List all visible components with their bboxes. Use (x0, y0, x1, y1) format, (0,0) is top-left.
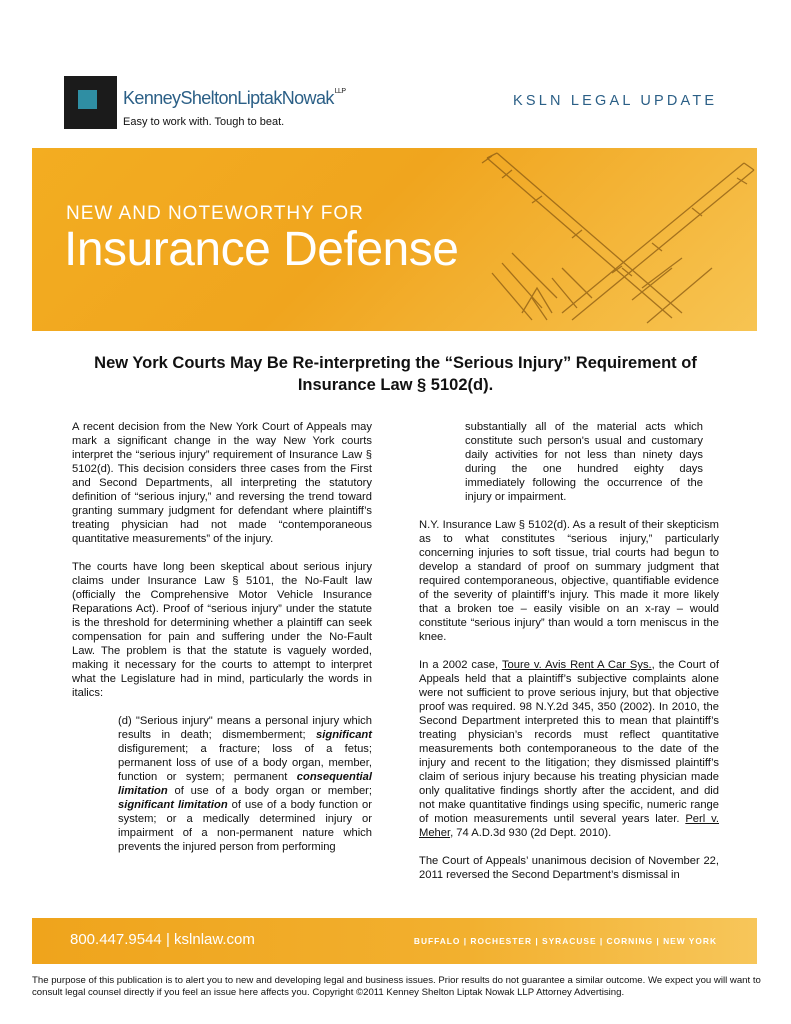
website-link[interactable]: kslnlaw.com (174, 931, 255, 948)
firm-name: KenneySheltonLiptakNowak$^{LLP}$ (123, 88, 346, 108)
case-citation-perl: Perl v. Meher (419, 813, 720, 839)
paragraph-case-history: In a 2002 case, Toure v. Avis Rent A Car Sys., the Court of Appeals held that a plaintiff’s subjective complaints alone were not sufficient to prove serious injury, but that objective proof was required. 98 N.Y.2d 345, 350 (2002). In 2010, the Second Department interpreted this to mean that plaintiff’s treating physician’s records must reflect quantitative measurements both contemporaneous to the date of the injury and recent to the litigation; they dismissed plaintiff’s claim of serious injury because his treating physician made only qualitative findings shortly after the accident, and did not make quantitative findings using specific, numeric range of motion measurements until several years later. Perl v. Meher, 74 A.D.3d 930 (2d Dept. 2010). (419, 659, 720, 839)
banner-title: Insurance Defense (64, 223, 459, 276)
paragraph-court-of-appeals: The Court of Appeals’ unanimous decision of November 22, 2011 reversed the Second Department’s dismissal in (419, 855, 719, 881)
article-left-column (72, 420, 372, 868)
footer-bar (32, 918, 757, 964)
phone-number[interactable]: 800.447.9544 (70, 931, 162, 948)
paragraph-skepticism: N.Y. Insurance Law § 5102(d). As a result of their skepticism as to what constitutes “serious injury,” particularly concerning injuries to soft tissue, trial courts had begun to develop a standard of proof on summary judgment that required contemporaneous, objective, quantifiable evidence of the severity of plaintiff’s injury. This made it more likely that a broken toe – easily visible on an x-ray – would constitute “serious injury” than would a torn meniscus in the knee. (419, 519, 719, 643)
firm-tagline: Easy to work with. Tough to beat. (123, 116, 285, 128)
office-locations: BUFFALO | ROCHESTER | SYRACUSE | CORNING | NEW YORK (413, 936, 717, 946)
statute-quote-continued: substantially all of the material acts which constitute such person's usual and customary daily activities for not less than ninety days during the one hundred eighty days immediately following the occurrence of the injury or impairment. (465, 421, 703, 503)
publication-name: KSLN LEGAL UPDATE (513, 93, 718, 109)
banner-kicker: NEW AND NOTEWORTHY FOR (66, 203, 364, 224)
legal-disclaimer: The purpose of this publication is to alert you to new and developing legal and business issues. Prior results do not guarantee a similar outcome. We expect you will want to consult legal counsel directly if you feel an issue here affects you. Copyright ©2011 Kenney Shelton Liptak Nowak LLP Attorney Advertising. (32, 975, 761, 998)
statute-quote: (d) "Serious injury" means a personal injury which results in death; dismemberment; significant disfigurement; a fracture; loss of a fetus; permanent loss of use of a body organ, member, function or system; permanent consequential limitation of use of a body organ or member; significant limitation of use of a body function or system; or a medically determined injury or impairment of a non-permanent nature which prevents the injured person from performing (118, 715, 372, 853)
case-citation-toure: Toure v. Avis Rent A Car Sys. (501, 659, 652, 671)
firm-logo-mark (64, 76, 117, 129)
article-title: New York Courts May Be Re-interpreting the “Serious Injury” Requirement of Insurance Law § 5102(d). (94, 354, 697, 394)
hero-banner (32, 148, 757, 331)
paragraph-background: The courts have long been skeptical about serious injury claims under Insurance Law § 5101, the No-Fault law (officially the Comprehensive Motor Vehicle Insurance Reparations Act). Proof of “serious injury” under the statute is the threshold for determining whether a plaintiff can seek compensation for pain and suffering under the No-Fault Law. The problem is that the statute is vaguely worded, making it necessary for the courts to attempt to interpret what the Legislature had in mind, particularly the words in italics: (72, 561, 372, 699)
paragraph-intro: A recent decision from the New York Court of Appeals may mark a significant change in the way New York courts interpret the “serious injury” requirement of Insurance Law § 5102(d). This decision considers three cases from the First and Second Departments, all interpreting the statutory definition of “serious injury,” and reversing the trend toward granting summary judgment for defendant where plaintiff’s treating physician had not made “contemporaneous quantitative measurements” of the injury. (72, 421, 372, 545)
article-right-column (419, 420, 719, 896)
contact-line: 800.447.9544 | kslnlaw.com (70, 931, 255, 948)
